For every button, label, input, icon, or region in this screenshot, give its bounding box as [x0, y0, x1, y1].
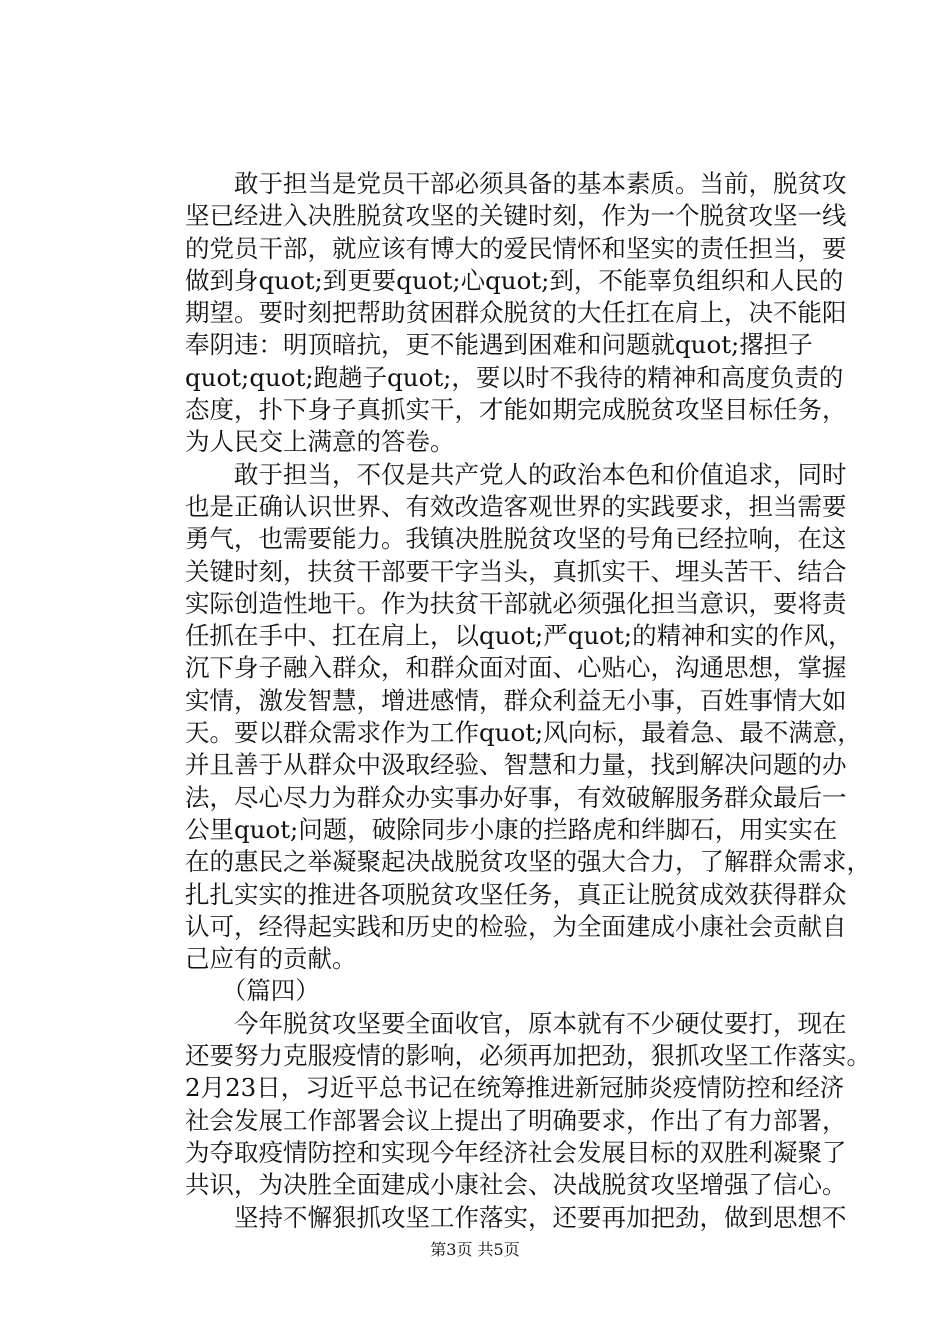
- text-line: 敢于担当是党员干部必须具备的基本素质。当前，脱贫攻: [185, 169, 847, 198]
- text-line: 期望。要时刻把帮助贫困群众脱贫的大任扛在肩上，决不能阳: [185, 298, 847, 328]
- text-line: 社会发展工作部署会议上提出了明确要求，作出了有力部署，: [185, 1105, 847, 1135]
- text-line: 并且善于从群众中汲取经验、智慧和力量，找到解决问题的办: [185, 750, 847, 780]
- text-line: quot;quot;跑趟子quot;，要以时不我待的精神和高度负责的: [185, 362, 844, 392]
- text-line: 扎扎实实的推进各项脱贫攻坚任务，真正让脱贫成效获得群众: [185, 879, 847, 909]
- page-footer: 第3页 共5页: [430, 1240, 520, 1259]
- text-line: 今年脱贫攻坚要全面收官，原本就有不少硬仗要打，现在: [185, 1008, 847, 1038]
- text-line: 做到身quot;到更要quot;心quot;到，不能辜负组织和人民的: [185, 265, 844, 295]
- text-line: 奉阴违：明顶暗抗，更不能遇到困难和问题就quot;撂担子: [185, 330, 813, 360]
- text-line: 在的惠民之举凝聚起决战脱贫攻坚的强大合力，了解群众需求，: [185, 847, 871, 877]
- text-line: 法，尽心尽力为群众办实事办好事，有效破解服务群众最后一: [185, 782, 847, 812]
- text-line: 实际创造性地干。作为扶贫干部就必须强化担当意识，要将责: [185, 588, 847, 618]
- text-line: 沉下身子融入群众，和群众面对面、心贴心，沟通思想，掌握: [185, 653, 847, 683]
- document-body: [185, 168, 871, 1234]
- text-line: 坚已经进入决胜脱贫攻坚的关键时刻，作为一个脱贫攻坚一线: [185, 201, 847, 231]
- text-line: 敢于担当，不仅是共产党人的政治本色和价值追求，同时: [185, 459, 847, 489]
- section-heading: （篇四）: [185, 976, 320, 1006]
- text-line: 共识，为决胜全面建成小康社会、决战脱贫攻坚增强了信心。: [185, 1170, 847, 1200]
- text-line: 为夺取疫情防控和实现今年经济社会发展目标的双胜利凝聚了: [185, 1137, 847, 1167]
- text-line: 态度，扑下身子真抓实干，才能如期完成脱贫攻坚目标任务，: [185, 395, 847, 425]
- text-line: 实情，激发智慧，增进感情，群众利益无小事，百姓事情大如: [185, 685, 847, 715]
- text-line: 为人民交上满意的答卷。: [185, 427, 455, 457]
- text-line: 2月23日，习近平总书记在统筹推进新冠肺炎疫情防控和经济: [185, 1073, 845, 1103]
- text-line: 天。要以群众需求作为工作quot;风向标，最着急、最不满意，: [185, 718, 862, 748]
- text-line: 的党员干部，就应该有博大的爱民情怀和坚实的责任担当，要: [185, 233, 847, 263]
- text-line: 关键时刻，扶贫干部要干字当头，真抓实干、埋头苦干、结合: [185, 556, 847, 586]
- text-line: 勇气，也需要能力。我镇决胜脱贫攻坚的号角已经拉响，在这: [185, 524, 847, 554]
- text-line: 公里quot;问题，破除同步小康的拦路虎和绊脚石，用实实在: [185, 814, 838, 844]
- text-line: 坚持不懈狠抓攻坚工作落实，还要再加把劲，做到思想不: [185, 1202, 847, 1232]
- text-line: 也是正确认识世界、有效改造客观世界的实践要求，担当需要: [185, 491, 847, 521]
- text-line: 认可，经得起实践和历史的检验，为全面建成小康社会贡献自: [185, 911, 847, 941]
- text-line: 己应有的贡献。: [185, 944, 357, 974]
- text-line: 还要努力克服疫情的影响，必须再加把劲，狠抓攻坚工作落实。: [185, 1041, 871, 1071]
- text-line: 任抓在手中、扛在肩上，以quot;严quot;的精神和实的作风，: [185, 621, 853, 651]
